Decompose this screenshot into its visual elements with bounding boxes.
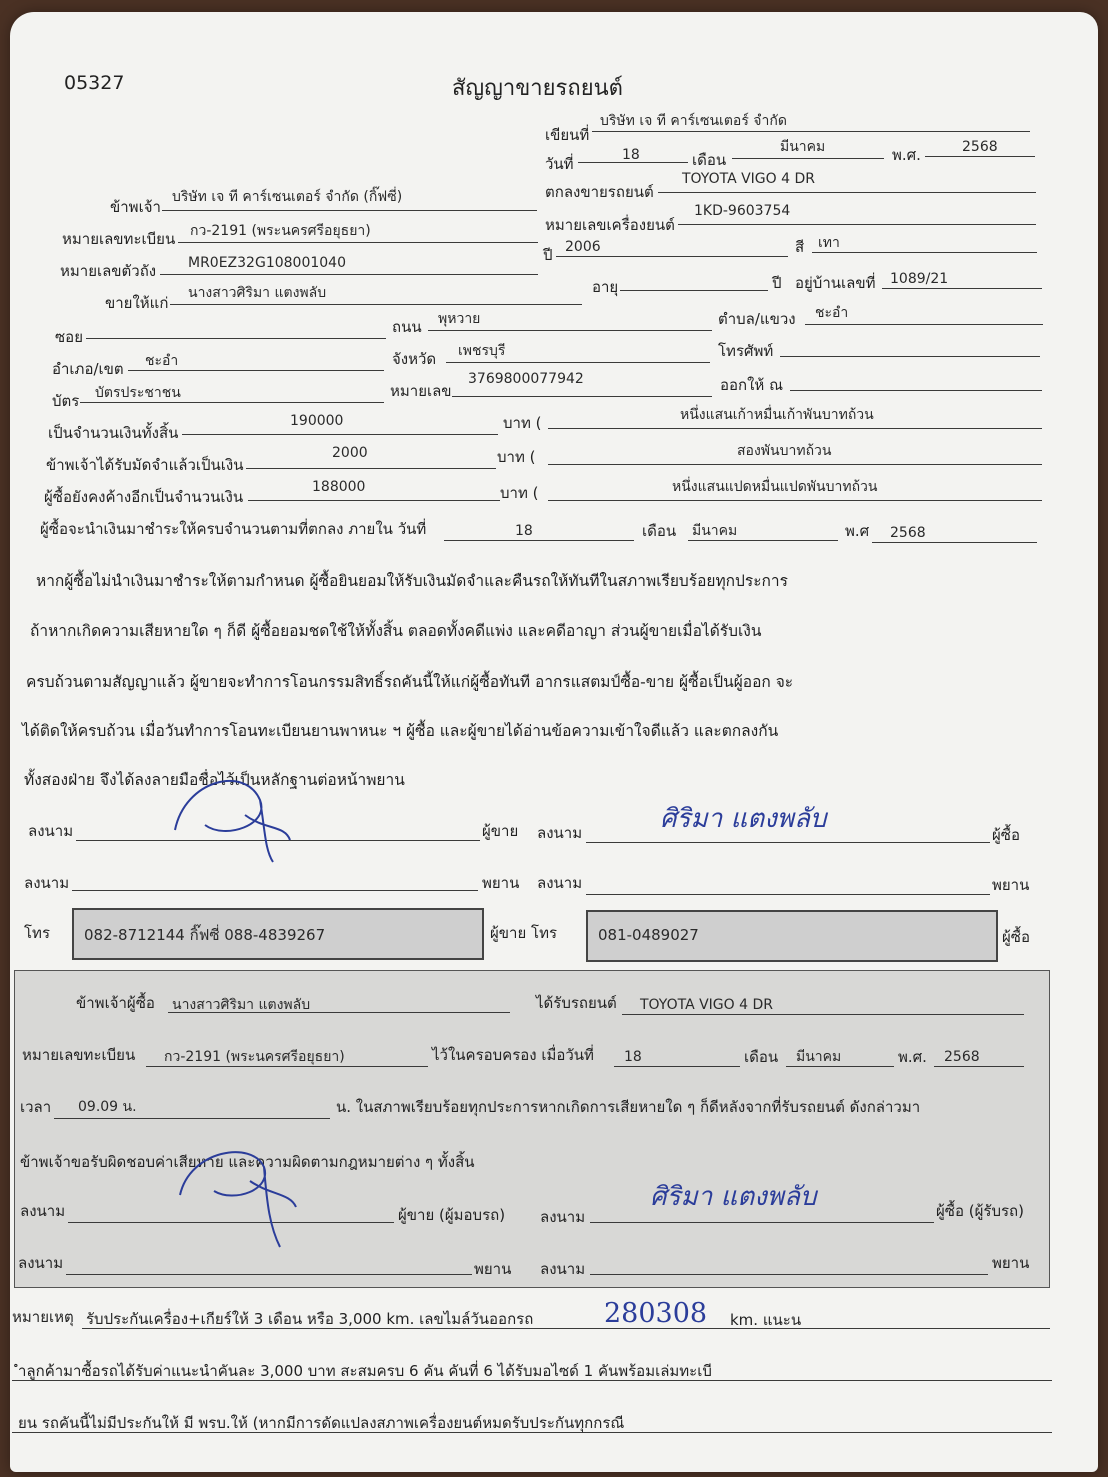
due-label: ผู้ซื้อจะนำเงินมาชำระให้ครบจำนวนตามที่ตกลง ภายใน วันที่ xyxy=(40,520,427,538)
buyer-role-label: ผู้ซื้อ xyxy=(992,826,1020,844)
card-no-value: 3769800077942 xyxy=(468,371,584,387)
year-label: พ.ศ. xyxy=(892,146,921,164)
line xyxy=(446,362,710,363)
subdistrict-value: ชะอำ xyxy=(815,305,849,321)
district-value: ชะอำ xyxy=(145,353,179,369)
remarks-line3: ยน รถคันนี้ไม่มีประกันให้ มี พรบ.ให้ (หากมีการดัดแปลงสภาพเครื่องยนต์หมดรับประกันทุกกรณี xyxy=(18,1414,625,1432)
receipt-plate: กว-2191 (พระนครศรีอยุธยา) xyxy=(164,1049,345,1065)
line xyxy=(146,1066,428,1067)
due-month: มีนาคม xyxy=(692,523,738,539)
district-label: อำเภอ/เขต xyxy=(52,360,124,378)
color-label: สี xyxy=(795,238,805,256)
baht-label: บาท ( xyxy=(497,448,536,466)
line xyxy=(428,330,712,331)
line xyxy=(658,192,1036,193)
line xyxy=(182,434,498,435)
written-at-label: เขียนที่ xyxy=(545,126,590,144)
remarks-line1: รับประกันเครื่อง+เกียร์ให้ 3 เดือน หรือ 3,000 km. เลขไมล์วันออกรถ xyxy=(86,1310,534,1328)
receipt-time: 09.09 น. xyxy=(78,1099,137,1115)
sign-label: ลงนาม xyxy=(537,874,583,892)
engine-label: หมายเลขเครื่องยนต์ xyxy=(545,216,675,234)
line xyxy=(678,224,1036,225)
remarks-line2: ำลูกค้ามาซื้อรถได้รับค่าแนะนำคันละ 3,000 บาท สะสมครบ 6 คัน คันที่ 6 ได้รับมอไซด์ 1 คันพร้อมเล่มทะเบี xyxy=(18,1362,712,1380)
due-month-label: เดือน xyxy=(642,522,677,540)
line xyxy=(54,1118,330,1119)
witness-label: พยาน xyxy=(474,1260,512,1278)
plate-label: หมายเลขทะเบียน xyxy=(62,230,176,248)
time-label: เวลา xyxy=(20,1098,52,1116)
buyer-signature: ศิริมา แตงพลับ xyxy=(660,804,827,834)
line xyxy=(586,894,990,895)
baht-label: บาท ( xyxy=(500,484,539,502)
receipt-plate-label: หมายเลขทะเบียน xyxy=(22,1046,136,1064)
buyer-label: ผู้ซื้อ xyxy=(1002,928,1030,946)
remarks-label: หมายเหตุ xyxy=(12,1308,74,1326)
receipt-buyer-role: ผู้ซื้อ (ผู้รับรถ) xyxy=(936,1202,1024,1220)
due-year: 2568 xyxy=(890,525,926,541)
due-year-label: พ.ศ xyxy=(845,522,870,540)
balance-label: ผู้ซื้อยังคงค้างอีกเป็นจำนวนเงิน xyxy=(44,488,244,506)
deposit-value: 2000 xyxy=(332,445,368,461)
line xyxy=(12,1432,1052,1433)
total-words: หนึ่งแสนเก้าหมื่นเก้าพันบาทถ้วน xyxy=(680,407,874,423)
received-label: ได้รับรถยนต์ xyxy=(536,994,617,1012)
engine-value: 1KD-9603754 xyxy=(694,203,791,219)
document-number: 05327 xyxy=(64,72,125,94)
seller-label: ข้าพเจ้า xyxy=(110,198,161,216)
seller-phone: 082-8712144 กิ๊ฟซี่ 088-4839267 xyxy=(84,926,326,944)
line xyxy=(786,1066,894,1067)
line xyxy=(170,304,582,305)
line xyxy=(882,288,1042,289)
house-no-label: อยู่บ้านเลขที่ xyxy=(795,274,876,292)
line xyxy=(86,338,386,339)
terms-line: ทั้งสองฝ่าย จึงได้ลงลายมือชื่อไว้เป็นหลักฐานต่อหน้าพยาน xyxy=(24,771,405,789)
receipt-month: มีนาคม xyxy=(796,1049,842,1065)
line xyxy=(805,324,1043,325)
line xyxy=(82,1328,1050,1329)
phone-label: โทร xyxy=(24,924,51,942)
written-at-value: บริษัท เจ ที คาร์เซนเตอร์ จำกัด xyxy=(600,113,787,129)
buyer-phone: 081-0489027 xyxy=(598,926,699,944)
line xyxy=(80,402,384,403)
line xyxy=(66,1274,472,1275)
card-value: บัตรประชาชน xyxy=(95,385,181,401)
issued-by-label: ออกให้ ณ xyxy=(720,376,783,394)
line xyxy=(586,842,990,843)
receipt-buyer-label: ข้าพเจ้าผู้ซื้อ xyxy=(76,994,155,1012)
document-title: สัญญาขายรถยนต์ xyxy=(452,76,623,101)
house-no-value: 1089/21 xyxy=(890,271,949,287)
line xyxy=(248,500,500,501)
witness-label: พยาน xyxy=(482,874,520,892)
witness-label: พยาน xyxy=(992,876,1030,894)
buyer-name: นางสาวศิริมา แตงพลับ xyxy=(188,285,327,301)
sign-label: ลงนาม xyxy=(537,824,583,842)
phone-label: โทรศัพท์ xyxy=(718,342,774,360)
years-label: ปี xyxy=(772,274,782,292)
seller-signature xyxy=(165,770,315,870)
sign-label: ลงนาม xyxy=(18,1254,64,1272)
receipt-line2: ข้าพเจ้าขอรับผิดชอบค่าเสียหาย และความผิดตามกฎหมายต่าง ๆ ทั้งสิ้น xyxy=(20,1153,475,1171)
due-day: 18 xyxy=(515,523,533,539)
line xyxy=(548,500,1042,501)
subdistrict-label: ตำบล/แขวง xyxy=(718,310,796,328)
line xyxy=(592,131,1030,132)
line xyxy=(590,1274,988,1275)
terms-line: ได้ติดให้ครบถ้วน เมื่อวันทำการโอนทะเบียนยานพาหนะ ฯ ผู้ซื้อ และผู้ขายได้อ่านข้อความเข้าใจดีแล้ว และตกลงกัน xyxy=(22,722,779,740)
line xyxy=(590,1222,934,1223)
sell-to-label: ขายให้แก่ xyxy=(105,294,169,312)
road-value: พุหวาย xyxy=(438,311,481,327)
province-value: เพชรบุรี xyxy=(458,343,506,359)
receipt-buyer-signature: ศิริมา แตงพลับ xyxy=(650,1182,817,1212)
receipt-model: TOYOTA VIGO 4 DR xyxy=(640,997,773,1013)
line xyxy=(614,1066,740,1067)
possess-label: ไว้ในครอบครอง เมื่อวันที่ xyxy=(432,1046,594,1064)
car-model: TOYOTA VIGO 4 DR xyxy=(682,171,815,187)
receipt-seller-signature xyxy=(172,1135,322,1255)
chassis-label: หมายเลขตัวถัง xyxy=(60,262,157,280)
month-label: เดือน xyxy=(692,151,727,169)
car-year-label: ปี xyxy=(543,246,553,264)
receipt-box xyxy=(14,970,1050,1288)
color-value: เทา xyxy=(818,235,840,251)
receipt-buyer-name: นางสาวศิริมา แตงพลับ xyxy=(172,997,311,1013)
line xyxy=(780,356,1040,357)
line xyxy=(452,396,712,397)
seller-value: บริษัท เจ ที คาร์เซนเตอร์ จำกัด (กิ๊ฟซี่) xyxy=(172,189,403,205)
seller-role-label: ผู้ขาย xyxy=(482,822,519,840)
receipt-day: 18 xyxy=(624,1049,642,1065)
line xyxy=(925,156,1035,157)
date-month: มีนาคม xyxy=(780,139,826,155)
seller-tel-label: ผู้ขาย โทร xyxy=(490,924,558,942)
date-year: 2568 xyxy=(962,139,998,155)
chassis-value: MR0EZ32G108001040 xyxy=(188,255,346,271)
receipt-year: 2568 xyxy=(944,1049,980,1065)
balance-words: หนึ่งแสนแปดหมื่นแปดพันบาทถ้วน xyxy=(672,479,878,495)
line xyxy=(128,370,384,371)
line xyxy=(620,290,768,291)
road-label: ถนน xyxy=(392,318,422,336)
terms-line: หากผู้ซื้อไม่นำเงินมาชำระให้ตามกำหนด ผู้ซื้อยินยอมให้รับเงินมัดจำและคืนรถให้ทันทีในสภาพเรียบร้อยทุกประการ xyxy=(36,572,788,590)
line xyxy=(622,1014,1024,1015)
line xyxy=(72,890,478,891)
date-day: 18 xyxy=(622,147,640,163)
line xyxy=(246,468,496,469)
line xyxy=(12,1380,1052,1381)
line xyxy=(162,210,537,211)
line xyxy=(556,256,788,257)
total-label: เป็นจำนวนเงินทั้งสิ้น xyxy=(48,424,179,442)
balance-value: 188000 xyxy=(312,479,366,495)
receipt-line1: น. ในสภาพเรียบร้อยทุกประการหากเกิดการเสียหายใด ๆ ก็ดีหลังจากที่รับรถยนต์ ดังกล่าวมา xyxy=(336,1098,921,1116)
sign-label: ลงนาม xyxy=(540,1260,586,1278)
line xyxy=(732,158,884,159)
plate-value: กว-2191 (พระนครศรีอยุธยา) xyxy=(190,223,371,239)
receipt-month-label: เดือน xyxy=(744,1048,779,1066)
car-year-value: 2006 xyxy=(565,239,601,255)
soi-label: ซอย xyxy=(55,328,83,346)
sign-label: ลงนาม xyxy=(20,1202,66,1220)
date-label: วันที่ xyxy=(545,155,574,173)
mileage-handwritten: 280308 xyxy=(604,1298,708,1329)
line xyxy=(548,428,1042,429)
receipt-year-label: พ.ศ. xyxy=(898,1048,927,1066)
line xyxy=(160,274,538,275)
line xyxy=(178,242,538,243)
line xyxy=(812,252,1037,253)
terms-line: ครบถ้วนตามสัญญาแล้ว ผู้ขายจะทำการโอนกรรมสิทธิ์รถคันนี้ให้แก่ผู้ซื้อทันที อากรแสตมป์ซื้อ-ขาย ผู้ซื้อเป็นผู้ออก จะ xyxy=(26,673,794,691)
deposit-words: สองพันบาทถ้วน xyxy=(737,443,832,459)
sign-label: ลงนาม xyxy=(24,874,70,892)
receipt-seller-role: ผู้ขาย (ผู้มอบรถ) xyxy=(398,1206,506,1224)
sign-label: ลงนาม xyxy=(28,822,74,840)
deposit-label: ข้าพเจ้าได้รับมัดจำแล้วเป็นเงิน xyxy=(46,456,244,474)
witness-label: พยาน xyxy=(992,1254,1030,1272)
remarks-line1-end: km. แนะน xyxy=(730,1311,802,1329)
card-label: บัตร xyxy=(52,392,80,410)
line xyxy=(790,390,1042,391)
line xyxy=(444,540,634,541)
card-no-label: หมายเลข xyxy=(390,382,452,400)
terms-line: ถ้าหากเกิดความเสียหายใด ๆ ก็ดี ผู้ซื้อยอมชดใช้ให้ทั้งสิ้น ตลอดทั้งคดีแพ่ง และคดีอาญา ส่วนผู้ขายเมื่อได้รับเงิน xyxy=(30,622,762,640)
line xyxy=(934,1066,1024,1067)
total-value: 190000 xyxy=(290,413,344,429)
province-label: จังหวัด xyxy=(392,350,437,368)
age-label: อายุ xyxy=(592,278,619,296)
car-agree-label: ตกลงขายรถยนต์ xyxy=(545,183,654,201)
sign-label: ลงนาม xyxy=(540,1208,586,1226)
line xyxy=(688,540,838,541)
line xyxy=(872,542,1037,543)
line xyxy=(548,464,1042,465)
baht-label: บาท ( xyxy=(503,414,542,432)
